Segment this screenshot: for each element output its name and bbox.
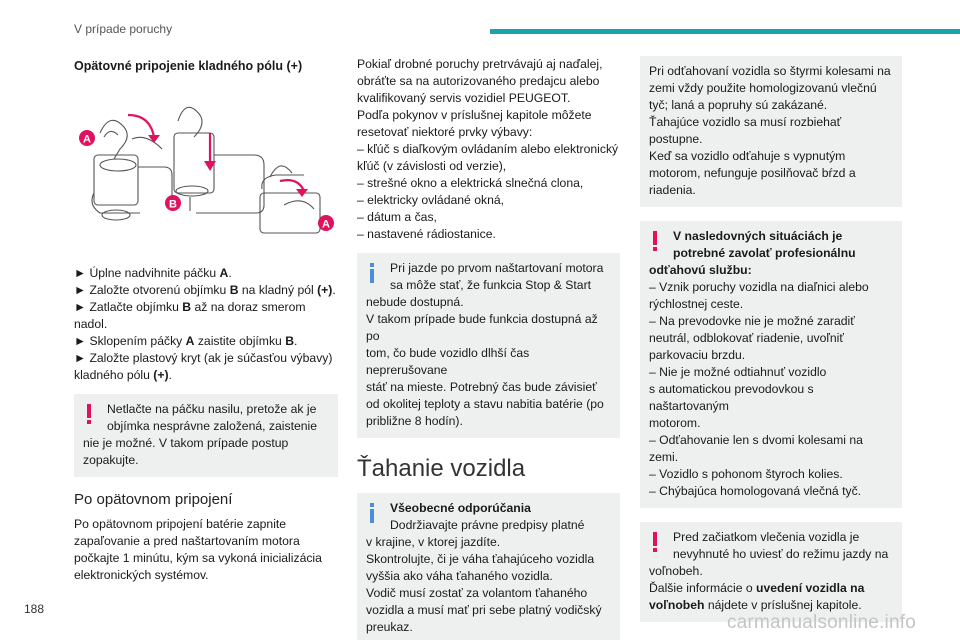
warning-box-professional [640,221,902,508]
info-line: V takom prípade bude funkcia dostupná až po [366,312,598,343]
warning-exclamation-icon [650,531,660,553]
pro-line: motorom. [649,416,701,430]
pro-line: – Chýbajúca homologovaná vlečná tyč. [649,484,862,498]
intro-line: – elektricky ovládané okná, [357,193,505,207]
column-3 [640,56,902,632]
step-2: ► Založte otvorenú objímku B na kladný pól (+). [74,283,336,297]
paragraph-line: elektronických systémov. [74,568,209,582]
step-4: ► Sklopením páčky A zaistite objímku B. [74,334,298,348]
intro-line: – kľúč s diaľkovým ovládaním alebo elektronický [357,142,619,156]
pro-line: – Vznik poruchy vozidla na diaľnici alebo [649,280,869,294]
general-line: vyššia ako váha ťahaného vozidla. [366,569,553,583]
steps-list [74,265,338,384]
paragraph-line: zapaľovanie a pred naštartovaním motora [74,534,300,548]
step-5: ► Založte plastový kryt (ak je súčasťou výbavy) kladného pólu (+). [74,351,333,382]
intro-line: kľúč (v závislosti od verzie), [357,159,507,173]
intro-line: resetovať niektoré prvky výbavy: [357,125,533,139]
warning-line: objímka nesprávne založená, zaistenie [107,419,318,433]
pro-line: s automatickou prevodovkou s naštartovaným [649,382,814,413]
four-wheel-line: Ťahajúce vozidlo sa musí rozbiehať postupne. [649,115,842,146]
info-box-general [357,493,620,640]
info-icon [367,502,377,524]
subheading-after-reconnect: Po opätovnom pripojení [74,491,233,508]
intro-line: Pokiaľ drobné poruchy pretrvávajú aj naďalej, [357,57,603,71]
pro-line: rýchlostnej ceste. [649,297,744,311]
neutral-line: voľnobeh. [649,564,703,578]
header-accent-bar [490,29,960,34]
paragraph-line: Po opätovnom pripojení batérie zapnite [74,517,287,531]
pro-line: – Na prevodovke nie je možné zaradiť [649,314,855,328]
neutral-line: Pred začiatkom vlečenia vozidla je [673,530,860,544]
four-wheel-line: motorom, nefunguje posilňovač bŕzd a [649,166,856,180]
pro-line: neutrál, odblokovať riadenie, uvoľniť [649,331,844,345]
column-1 [74,56,338,584]
section-heading-reconnect: Opätovné pripojenie kladného pólu (+) [74,59,303,73]
neutral-line: nevyhnuté ho uviesť do režimu jazdy na [673,547,889,561]
paragraph-line: počkajte 1 minútu, kým sa vykoná inicializácia [74,551,322,565]
label-a-text: A [83,133,91,146]
step-3: ► Zatlačte objímku B až na doraz smerom nadol. [74,300,306,331]
warning-box-neutral [640,522,902,622]
intro-line: kvalifikovaný servis vozidiel PEUGEOT. [357,91,571,105]
running-header: V prípade poruchy [74,22,173,36]
warning-exclamation-icon [84,403,94,425]
label-b-text: B [169,198,177,211]
column-2 [357,56,620,640]
info-line: sa môže stať, že funkcia Stop & Start [390,278,592,292]
battery-clamp-illustration [74,93,338,253]
pro-line: – Odťahovanie len s dvomi kolesami na [649,433,863,447]
pro-title-line: V nasledovných situáciách je [673,229,843,243]
box-four-wheel-towing [640,56,902,207]
intro-line: – nastavené rádiostanice. [357,227,496,241]
neutral-reference: Ďalšie informácie o uvedení vozidla na voľnobeh nájdete v príslušnej kapitole. [649,581,865,612]
warning-line: zopakujte. [83,453,139,467]
pro-title-line: potrebné zavolať profesionálnu [673,246,856,260]
lift-arrow [128,115,154,137]
pro-line: – Vozidlo s pohonom štyroch kolies. [649,467,843,481]
info-line: od okolitej teploty a stavu nabitia batérie (po [366,397,604,411]
pro-line: zemi. [649,450,679,464]
info-line: Pri jazde po prvom naštartovaní motora [390,261,604,275]
four-wheel-line: zemi vždy použite homologizovanú vlečnú [649,81,877,95]
general-line: vozidla a musí mať pri sebe platný vodičský [366,603,602,617]
info-icon [367,262,377,284]
label-a2-text: A [322,218,330,231]
chapter-title-towing: Ťahanie vozidla [357,455,526,482]
info-line: približne 8 hodín). [366,414,463,428]
general-line: Dodržiavajte právne predpisy platné [390,518,585,532]
general-line: preukaz. [366,620,413,634]
pro-line: – Nie je možné odtiahnuť vozidlo [649,365,827,379]
step-1: ► Úplne nadvihnite páčku A. [74,266,232,280]
warning-box-clamp [74,394,338,477]
general-line: Vodič musí zostať za volantom ťahaného [366,586,588,600]
four-wheel-line: tyč; laná a popruhy sú zakázané. [649,98,828,112]
four-wheel-line: Pri odťahovaní vozidla so štyrmi kolesami na [649,64,891,78]
warning-exclamation-icon [650,230,660,252]
warning-line: nie je možné. V takom prípade postup [83,436,289,450]
intro-line: – strešné okno a elektrická slnečná clona, [357,176,584,190]
intro-line: Podľa pokynov v príslušnej kapitole môžete [357,108,592,122]
general-line: v krajine, v ktorej jazdíte. [366,535,501,549]
info-line: stáť na mieste. Potrebný čas bude závisieť [366,380,597,394]
info-line: nebude dostupná. [366,295,464,309]
four-wheel-line: riadenia. [649,183,696,197]
intro-line: obráťte sa na autorizovaného predajcu alebo [357,74,600,88]
pro-line: parkovaciu brzdu. [649,348,746,362]
info-box-stop-start [357,253,620,438]
pro-title-line: odťahovú službu: [649,263,752,277]
info-line: tom, čo bude vozidlo dlhší čas neprerušovane [366,346,530,377]
battery-clamp-drawing [74,93,338,253]
intro-line: – dátum a čas, [357,210,437,224]
four-wheel-line: Keď sa vozidlo odťahuje s vypnutým [649,149,846,163]
warning-line: Netlačte na páčku nasilu, pretože ak je [107,402,317,416]
watermark: carmanualsonline.info [726,612,916,633]
general-advice-title: Všeobecné odporúčania [390,501,531,515]
page-number: 188 [24,602,45,616]
general-line: Skontrolujte, či je váha ťahajúceho vozidla [366,552,595,566]
